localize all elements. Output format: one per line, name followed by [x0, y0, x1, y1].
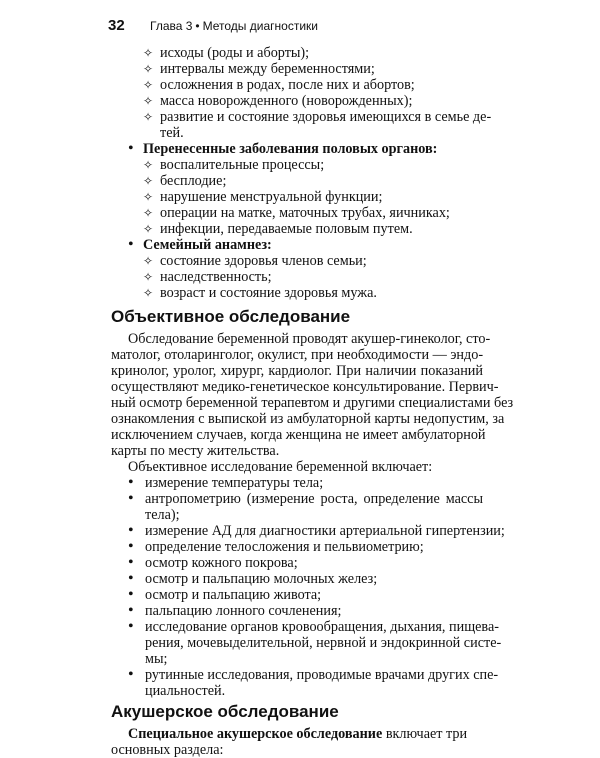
list-item: развитие и состояние здоровья имеющихся в семье де- — [160, 109, 492, 125]
paragraph-line: Объективное исследование беременной включает: — [128, 459, 433, 475]
section-heading: Акушерское обследование — [111, 702, 339, 721]
group-title: Перенесенные заболевания половых органов: — [143, 141, 438, 157]
diamond-bullet-icon: ✧ — [143, 270, 154, 284]
diamond-bullet-icon: ✧ — [143, 46, 154, 60]
diamond-bullet-icon: ✧ — [143, 286, 154, 300]
bullet-icon: • — [128, 236, 134, 253]
list-item: исходы (роды и аборты); — [160, 45, 310, 61]
paragraph-line: кринолог, уролог, хирург, кардиолог. При наличии показаний — [111, 363, 483, 379]
paragraph-line: Обследование беременной проводят акушер-гинеколог, сто- — [128, 331, 491, 347]
paragraph-line: ный осмотр беременной терапевтом и другими специалистами без — [111, 395, 514, 411]
diamond-bullet-icon: ✧ — [143, 254, 154, 268]
paragraph-text: включает три — [382, 726, 468, 742]
group-title: Семейный анамнез: — [143, 237, 272, 253]
diamond-bullet-icon: ✧ — [143, 174, 154, 188]
list-item: осмотр и пальпацию молочных желез; — [145, 571, 378, 587]
list-item: исследование органов кровообращения, дыхания, пищева- — [145, 619, 499, 635]
list-item: воспалительные процессы; — [160, 157, 325, 173]
bullet-icon: • — [128, 538, 134, 555]
paragraph-line: матолог, отоларинголог, окулист, при необходимости — эндо- — [111, 347, 484, 363]
list-item-continuation: рения, мочевыделительной, нервной и эндокринной систе- — [145, 635, 502, 651]
section-label: Методы диагностики — [202, 19, 318, 33]
header-separator: • — [195, 19, 200, 33]
list-item-continuation: тела); — [145, 507, 180, 523]
list-item: инфекции, передаваемые половым путем. — [160, 221, 413, 237]
paragraph-line: основных раздела: — [111, 742, 224, 758]
diamond-bullet-icon: ✧ — [143, 206, 154, 220]
list-item: измерение температуры тела; — [145, 475, 324, 491]
bullet-icon: • — [128, 586, 134, 603]
list-item: осмотр и пальпацию живота; — [145, 587, 322, 603]
bullet-icon: • — [128, 522, 134, 539]
diamond-bullet-icon: ✧ — [143, 190, 154, 204]
list-item: нарушение менструальной функции; — [160, 189, 383, 205]
list-item: операции на матке, маточных трубах, яичниках; — [160, 205, 450, 221]
bullet-icon: • — [128, 554, 134, 571]
running-title — [150, 19, 318, 33]
list-item: определение телосложения и пельвиометрию; — [145, 539, 424, 555]
list-item: возраст и состояние здоровья мужа. — [160, 285, 377, 301]
list-item: состояние здоровья членов семьи; — [160, 253, 367, 269]
bullet-icon: • — [128, 140, 134, 157]
bullet-icon: • — [128, 666, 134, 683]
bullet-icon: • — [128, 570, 134, 587]
page-number: 32 — [108, 17, 125, 34]
list-item: наследственность; — [160, 269, 272, 285]
bullet-icon: • — [128, 618, 134, 635]
paragraph-line: ознакомления с выпиской из амбулаторной карты недопустим, за — [111, 411, 505, 427]
bullet-icon: • — [128, 474, 134, 491]
list-item: антропометрию (измерение роста, определение массы — [145, 491, 483, 507]
list-item: интервалы между беременностями; — [160, 61, 375, 77]
paragraph-line: осуществляют медико-генетическое консультирование. Первич- — [111, 379, 499, 395]
diamond-bullet-icon: ✧ — [143, 62, 154, 76]
list-item: осмотр кожного покрова; — [145, 555, 298, 571]
diamond-bullet-icon: ✧ — [143, 110, 154, 124]
list-item: масса новорожденного (новорожденных); — [160, 93, 413, 109]
diamond-bullet-icon: ✧ — [143, 78, 154, 92]
list-item-continuation: тей. — [160, 125, 184, 141]
diamond-bullet-icon: ✧ — [143, 94, 154, 108]
section-heading: Объективное обследование — [111, 307, 351, 326]
paragraph-line: исключением случаев, когда женщина не имеет амбулаторной — [111, 427, 486, 443]
list-item: осложнения в родах, после них и абортов; — [160, 77, 415, 93]
list-item: измерение АД для диагностики артериальной гипертензии; — [145, 523, 505, 539]
running-header — [108, 17, 488, 37]
list-item-continuation: циальностей. — [145, 683, 226, 699]
list-item-continuation: мы; — [145, 651, 168, 667]
bullet-icon: • — [128, 490, 134, 507]
bullet-icon: • — [128, 602, 134, 619]
chapter-label: Глава 3 — [150, 19, 193, 33]
bold-term: Специальное акушерское обследование — [128, 726, 383, 742]
list-item: бесплодие; — [160, 173, 227, 189]
list-item: рутинные исследования, проводимые врачами других спе- — [145, 667, 499, 683]
diamond-bullet-icon: ✧ — [143, 158, 154, 172]
list-item: пальпацию лонного сочленения; — [145, 603, 342, 619]
paragraph-line: карты по месту жительства. — [111, 443, 280, 459]
paragraph-line — [128, 726, 483, 742]
diamond-bullet-icon: ✧ — [143, 222, 154, 236]
